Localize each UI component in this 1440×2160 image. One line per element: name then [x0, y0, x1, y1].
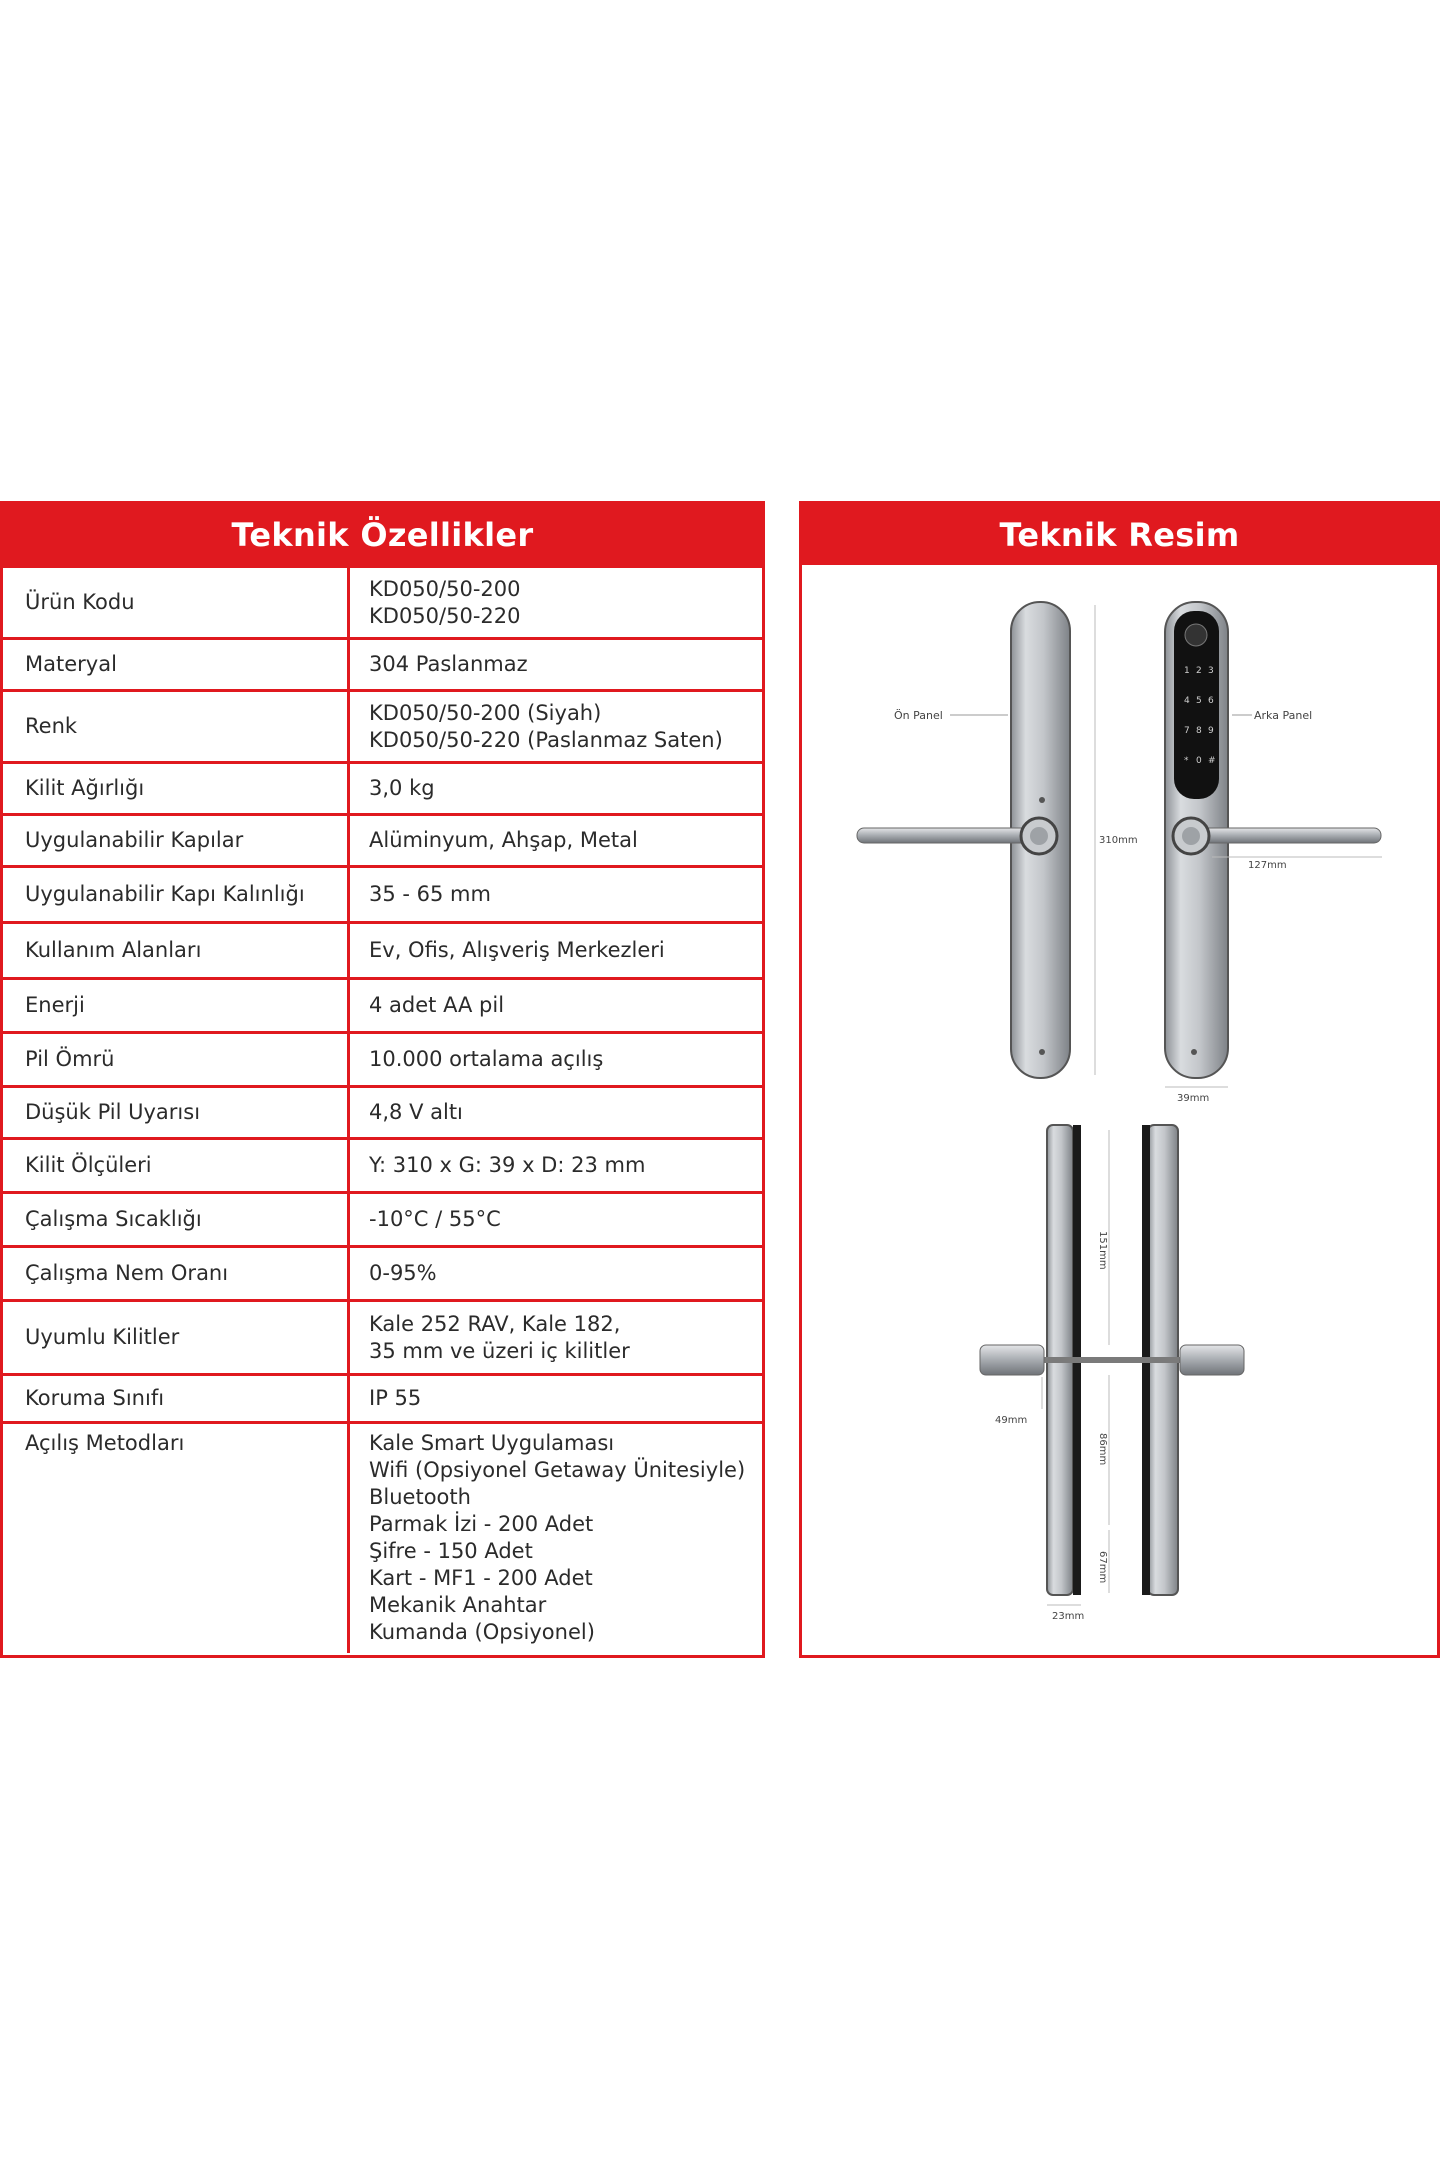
spec-label: Enerji	[3, 979, 349, 1033]
spec-label: Kullanım Alanları	[3, 923, 349, 979]
spec-row	[3, 1375, 762, 1423]
spec-value-line: 10.000 ortalama açılış	[369, 1047, 604, 1071]
keypad-key: *	[1184, 756, 1189, 766]
spec-label: Koruma Sınıfı	[3, 1375, 349, 1423]
spec-label: Düşük Pil Uyarısı	[3, 1087, 349, 1139]
spec-row	[3, 923, 762, 979]
spec-label: Uygulanabilir Kapı Kalınlığı	[3, 867, 349, 923]
spec-value-line: 4,8 V altı	[369, 1100, 463, 1124]
spec-value-line: Mekanik Anahtar	[369, 1593, 547, 1617]
spec-value	[349, 691, 763, 763]
spec-row	[3, 867, 762, 923]
keypad-key: 3	[1208, 666, 1214, 676]
spec-value	[349, 1193, 763, 1247]
spec-value-line: Şifre - 150 Adet	[369, 1539, 533, 1563]
spec-value-line: Ev, Ofis, Alışveriş Merkezleri	[369, 938, 665, 962]
spec-label: Açılış Metodları	[3, 1423, 349, 1653]
width-dimension-label: 39mm	[1177, 1093, 1210, 1104]
keypad-key: 7	[1184, 726, 1190, 736]
side-mid-dimension-label: 86mm	[1097, 1433, 1108, 1466]
front-panel-dot	[1039, 797, 1045, 803]
side-depth-dimension-label: 23mm	[1052, 1611, 1085, 1622]
keypad-key: 8	[1196, 726, 1202, 736]
side-view-right-handle	[1180, 1345, 1244, 1375]
spec-label: Kilit Ölçüleri	[3, 1139, 349, 1193]
spec-row	[3, 763, 762, 815]
spec-row	[3, 1139, 762, 1193]
spec-value-line: Kale Smart Uygulaması	[369, 1431, 615, 1455]
spec-value	[349, 639, 763, 691]
spec-value-line: IP 55	[369, 1386, 422, 1410]
keypad-key: 4	[1184, 696, 1190, 706]
back-panel-dot	[1191, 1049, 1197, 1055]
drawing-panel	[799, 501, 1440, 1658]
front-panel-dot	[1039, 1049, 1045, 1055]
spec-value-line: 4 adet AA pil	[369, 993, 505, 1017]
spec-row	[3, 815, 762, 867]
fingerprint-sensor	[1185, 624, 1207, 646]
spec-value	[349, 1247, 763, 1301]
specs-table	[3, 565, 762, 1653]
spec-label: Materyal	[3, 639, 349, 691]
spec-value-line: -10°C / 55°C	[369, 1207, 501, 1231]
spec-row	[3, 1193, 762, 1247]
spec-row	[3, 1247, 762, 1301]
spec-value	[349, 1423, 763, 1653]
spec-row	[3, 1033, 762, 1087]
specs-panel	[0, 501, 765, 1658]
spec-value	[349, 1033, 763, 1087]
spec-value-line: Y: 310 x G: 39 x D: 23 mm	[369, 1153, 646, 1177]
spec-value-line: 35 mm ve üzeri iç kilitler	[369, 1338, 630, 1363]
back-panel-label: Arka Panel	[1254, 709, 1313, 722]
spec-row	[3, 979, 762, 1033]
keypad-key: 1	[1184, 666, 1190, 676]
back-handle-bar	[1195, 828, 1381, 843]
spec-value	[349, 923, 763, 979]
front-handle-bar	[857, 828, 1045, 843]
spec-value-line: Kale 252 RAV, Kale 182,	[369, 1311, 621, 1336]
spec-value	[349, 1301, 763, 1375]
spec-value-line: KD050/50-220 (Paslanmaz Saten)	[369, 727, 723, 752]
front-panel-label: Ön Panel	[894, 709, 943, 722]
drawing-title: Teknik Resim	[802, 504, 1437, 565]
spec-value-line: 3,0 kg	[369, 776, 435, 800]
keypad-key: #	[1208, 756, 1216, 766]
technical-drawing	[802, 565, 1437, 1655]
keypad-key: 0	[1196, 756, 1202, 766]
spec-value	[349, 1375, 763, 1423]
spec-value-line: 35 - 65 mm	[369, 882, 491, 906]
spec-value-line: Alüminyum, Ahşap, Metal	[369, 828, 638, 852]
side-view-left-handle	[980, 1345, 1044, 1375]
spec-value-line: KD050/50-200 (Siyah)	[369, 700, 602, 725]
keypad-key: 5	[1196, 696, 1202, 706]
spec-value	[349, 567, 763, 639]
handle-dimension-label: 127mm	[1248, 860, 1287, 871]
spec-value-line: 304 Paslanmaz	[369, 652, 528, 676]
spec-row	[3, 1087, 762, 1139]
spec-value-line: 0-95%	[369, 1261, 437, 1285]
spec-row	[3, 639, 762, 691]
spec-label: Kilit Ağırlığı	[3, 763, 349, 815]
spec-label: Uygulanabilir Kapılar	[3, 815, 349, 867]
spec-label: Çalışma Nem Oranı	[3, 1247, 349, 1301]
spec-label: Pil Ömrü	[3, 1033, 349, 1087]
specs-title: Teknik Özellikler	[3, 504, 762, 565]
side-top-dimension-label: 151mm	[1097, 1231, 1108, 1270]
spec-value	[349, 979, 763, 1033]
spec-value-line: KD050/50-200	[369, 576, 521, 601]
height-dimension-label: 310mm	[1099, 835, 1138, 846]
spec-value	[349, 815, 763, 867]
keypad-key: 9	[1208, 726, 1214, 736]
spec-value	[349, 1087, 763, 1139]
spec-value-line: Bluetooth	[369, 1485, 471, 1509]
spec-value	[349, 867, 763, 923]
spec-value-line: Wifi (Opsiyonel Getaway Ünitesiyle)	[369, 1458, 746, 1482]
spec-value-line: Kart - MF1 - 200 Adet	[369, 1566, 593, 1590]
side-bottom-dimension-label: 67mm	[1097, 1551, 1108, 1584]
spec-label: Çalışma Sıcaklığı	[3, 1193, 349, 1247]
spec-label: Uyumlu Kilitler	[3, 1301, 349, 1375]
spec-value-line: Kumanda (Opsiyonel)	[369, 1620, 595, 1644]
keypad-key: 2	[1196, 666, 1202, 676]
side-left-dimension-label: 49mm	[995, 1415, 1028, 1426]
front-handle-rose-inner	[1030, 827, 1048, 845]
spec-row	[3, 1423, 762, 1653]
keypad-key: 6	[1208, 696, 1214, 706]
spec-value	[349, 1139, 763, 1193]
spec-value-line: Parmak İzi - 200 Adet	[369, 1512, 594, 1536]
lock-drawing-svg	[802, 565, 1437, 1655]
spec-value	[349, 763, 763, 815]
spec-row	[3, 567, 762, 639]
spec-label: Renk	[3, 691, 349, 763]
spec-row	[3, 691, 762, 763]
spec-row	[3, 1301, 762, 1375]
spec-value-line: KD050/50-220	[369, 603, 521, 628]
back-handle-rose-inner	[1182, 827, 1200, 845]
spec-label: Ürün Kodu	[3, 567, 349, 639]
